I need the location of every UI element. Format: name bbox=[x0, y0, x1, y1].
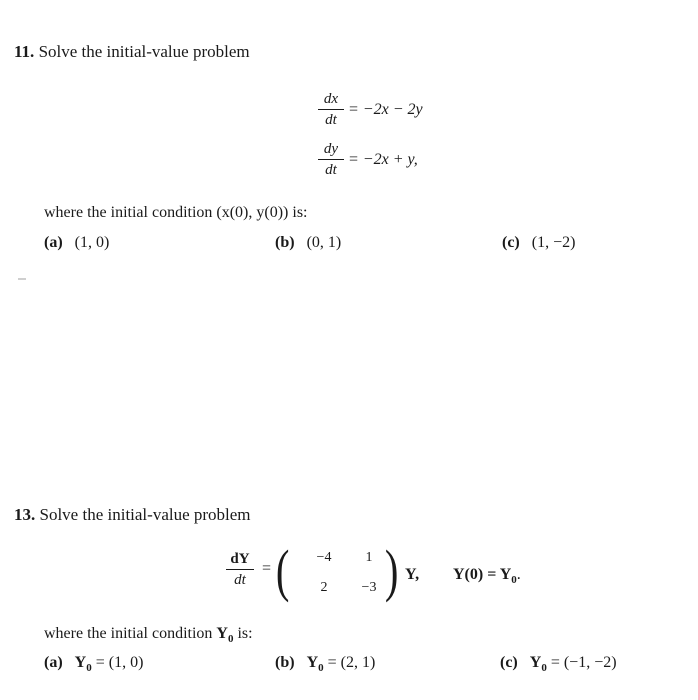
lhs-denominator: dt bbox=[234, 572, 246, 588]
scan-mark bbox=[18, 278, 26, 280]
matrix-right-paren: ) bbox=[384, 538, 399, 603]
problem-11-eq2-rhs: = −2x + y, bbox=[348, 151, 418, 168]
problem-11-prompt: Solve the initial-value problem bbox=[38, 42, 250, 61]
problem-11-option-c: (c) (1, −2) bbox=[502, 234, 576, 251]
problem-13-option-c: (c) $Y_0 = (-1$, −2) bbox=[500, 654, 617, 675]
eq1-denominator: dt bbox=[325, 112, 337, 128]
problem-13-equals: = bbox=[262, 560, 272, 577]
problem-13-prompt: Solve the initial-value problem bbox=[39, 505, 251, 524]
matrix-cell-1-1: −3 bbox=[361, 580, 377, 595]
problem-13-rhs-y: Y, bbox=[405, 566, 420, 583]
problem-13-initial: $Y(0) = Y_0$. bbox=[453, 566, 521, 587]
problem-13-number: 13. bbox=[14, 505, 36, 524]
eq2-numerator: dy bbox=[323, 141, 339, 157]
problem-13-condition: where the initial condition $Y_0$ is: bbox=[44, 625, 253, 646]
problem-13-lhs-derivative bbox=[226, 550, 254, 589]
eq2-denominator: dt bbox=[325, 162, 337, 178]
matrix-left-paren: ( bbox=[275, 538, 290, 603]
problem-11-heading bbox=[14, 42, 250, 62]
problem-11-eq2-derivative bbox=[318, 140, 344, 179]
problem-11-eq1-rhs: = −2x − 2y bbox=[348, 101, 423, 118]
problem-13-heading bbox=[14, 505, 251, 525]
problem-11-option-b: (b) (0, 1) bbox=[275, 234, 342, 251]
problem-11-number: 11. bbox=[14, 42, 35, 61]
problem-11-option-a: (a) (1, 0) bbox=[44, 234, 110, 251]
matrix-cell-0-1: 1 bbox=[365, 550, 373, 565]
matrix-cell-1-0: 2 bbox=[320, 580, 328, 595]
problem-11-condition: where the initial condition (x(0), y(0)) is: bbox=[44, 204, 308, 221]
eq1-numerator: dx bbox=[323, 91, 339, 107]
problem-11-eq1-derivative bbox=[318, 90, 344, 129]
problem-13-option-b: (b) $Y_0 = (2$, 1) bbox=[275, 654, 376, 675]
problem-13-option-a: (a) $Y_0 = (1$, 0) bbox=[44, 654, 144, 675]
lhs-numerator: dY bbox=[230, 551, 250, 567]
matrix-cell-0-0: −4 bbox=[316, 550, 332, 565]
